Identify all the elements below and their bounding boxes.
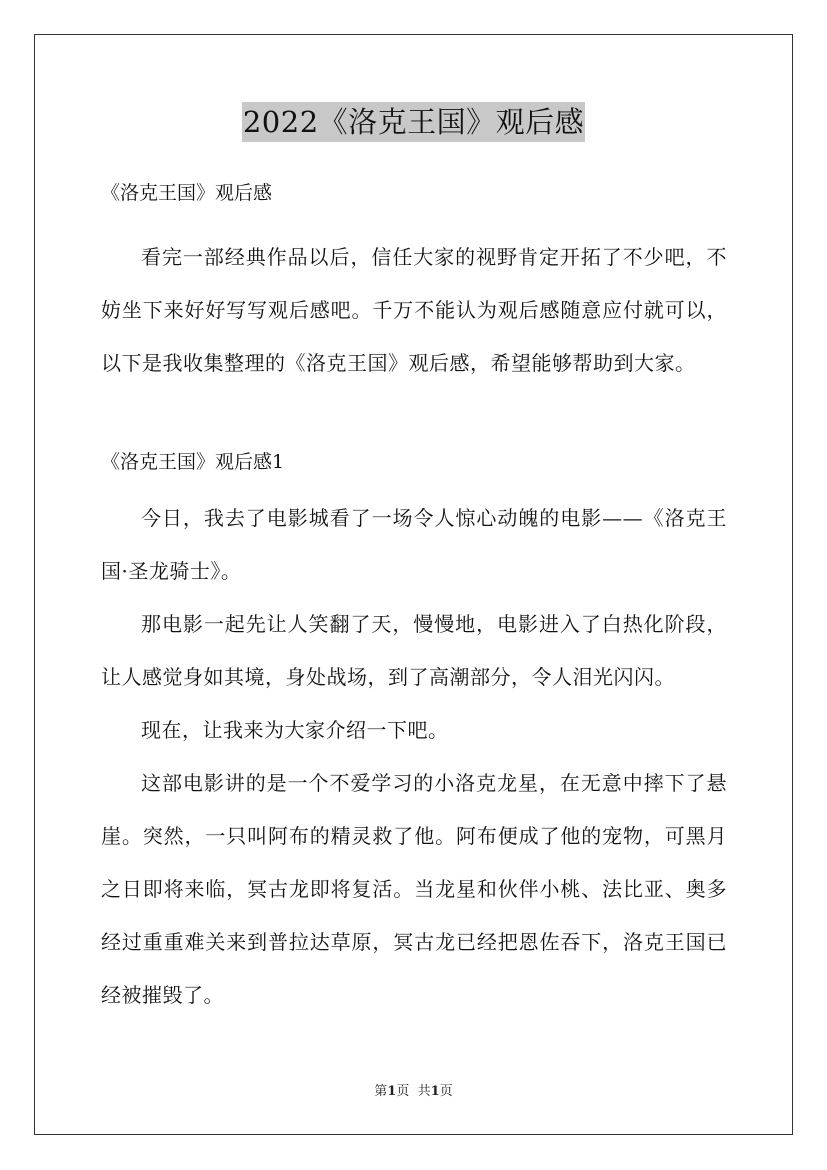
body-paragraph: 这部电影讲的是一个不爱学习的小洛克龙星，在无意中摔下了悬崖。突然，一只叫阿布的精灵救了他。阿布便成了他的宠物，可黑月之日即将来临，冥古龙即将复活。当龙星和伙伴小桃、法比亚、奥多经过重重难关来到普拉达草原，冥古龙已经把恩佐吞下，洛克王国已经被摧毁了。 <box>101 771 727 1007</box>
footer-total-suffix: 页 <box>439 1084 453 1099</box>
section-heading: 《洛克王国》观后感1 <box>101 451 285 473</box>
spacer <box>101 390 727 442</box>
footer-page-prefix: 第 <box>374 1084 388 1099</box>
body-paragraph: 那电影一起先让人笑翻了天，慢慢地，电影进入了白热化阶段，让人感觉身如其境，身处战场，到了高潮部分，令人泪光闪闪。 <box>101 612 727 689</box>
footer-page-suffix: 页 <box>396 1084 410 1099</box>
intro-paragraph: 看完一部经典作品以后，信任大家的视野肯定开拓了不少吧，不妨坐下来好好写写观后感吧。千万不能认为观后感随意应付就可以，以下是我收集整理的《洛克王国》观后感，希望能够帮助到大家。 <box>101 245 727 375</box>
body-paragraph: 现在，让我来为大家介绍一下吧。 <box>141 718 449 742</box>
spacer <box>101 213 727 231</box>
body-paragraph: 今日，我去了电影城看了一场令人惊心动魄的电影——《洛克王国·圣龙骑士》。 <box>101 506 727 583</box>
document-body <box>101 173 727 1022</box>
document-title-wrap <box>0 102 827 142</box>
spacer <box>101 482 727 492</box>
footer-page-number: 1 <box>387 1084 397 1099</box>
document-title: 2022《洛克王国》观后感 <box>242 102 585 142</box>
page-footer <box>0 1083 827 1101</box>
footer-total-pages: 1 <box>430 1084 440 1099</box>
footer-total-prefix: 共 <box>417 1084 431 1099</box>
document-subtitle: 《洛克王国》观后感 <box>101 182 273 204</box>
